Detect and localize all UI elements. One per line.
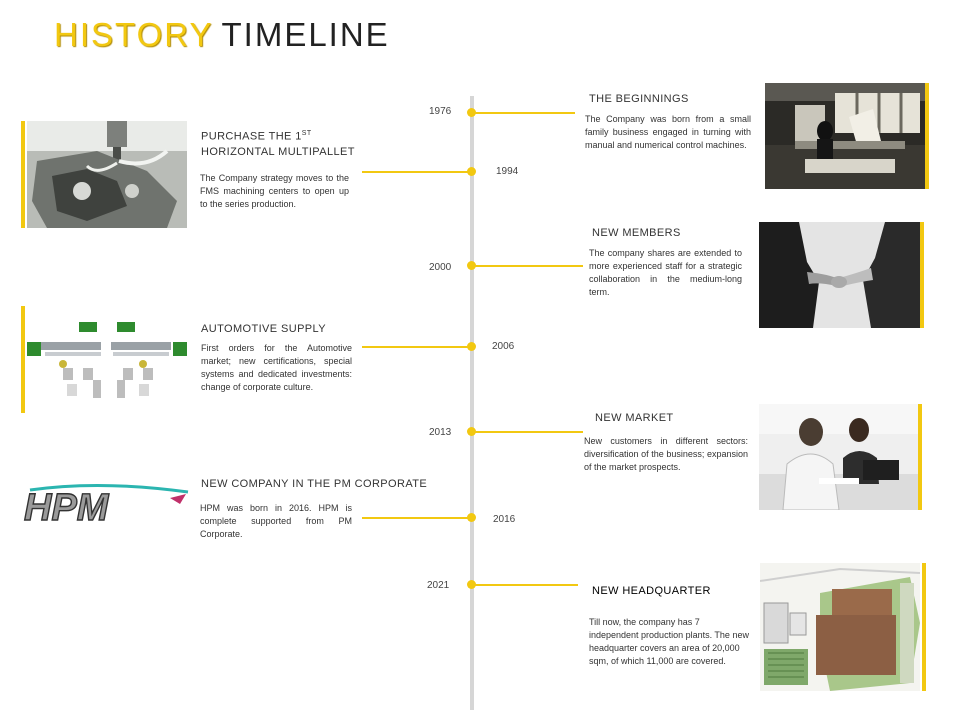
accent-bar-2021 xyxy=(922,563,926,691)
headquarter-plan xyxy=(760,563,920,691)
accent-bar-1994 xyxy=(21,121,25,228)
event-text-2006: First orders for the Automotive market; new certifications, special systems and dedicated investments: change of corporate culture. xyxy=(201,343,352,392)
year-2006: 2006 xyxy=(492,341,515,352)
connector-2021 xyxy=(475,584,578,586)
accent-bar-2013 xyxy=(918,404,922,510)
event-title-2016: NEW COMPANY IN THE PM CORPORATE xyxy=(201,478,428,490)
meeting-photo xyxy=(759,404,918,510)
event-text-1994: The Company strategy moves to the FMS machining centers to open up to the series production. xyxy=(200,173,349,209)
event-title-2000: NEW MEMBERS xyxy=(592,227,681,239)
machining-photo xyxy=(27,121,187,228)
plant-layout-diagram xyxy=(27,318,189,404)
year-1994: 1994 xyxy=(496,166,519,177)
hpm-logo xyxy=(20,482,190,528)
timeline-dot-2006 xyxy=(467,342,476,351)
event-title-2006: AUTOMOTIVE SUPPLY xyxy=(201,323,326,335)
event-title-1994-sup: ST xyxy=(301,130,312,137)
year-2016: 2016 xyxy=(493,514,516,525)
event-text-2000: The company shares are extended to more experienced staff for a strategic collaboration in the medium-long term. xyxy=(589,248,742,297)
timeline-axis xyxy=(470,96,474,710)
event-text-2021: Till now, the company has 7 independent production plants. The new headquarter covers an area of 20,000 sqm, of which 11,000 are covered. xyxy=(589,617,749,666)
timeline-dot-1994 xyxy=(467,167,476,176)
event-text-2013: New customers in different sectors: diversification of the business; expansion of the market prospects. xyxy=(584,436,748,472)
event-title-2021: NEW HEADQUARTER xyxy=(592,585,711,597)
accent-bar-1976 xyxy=(925,83,929,189)
event-text-2016: HPM was born in 2016. HPM is complete supported from PM Corporate. xyxy=(200,503,352,539)
hpm-logo-text: HPM xyxy=(24,487,109,528)
timeline-dot-2016 xyxy=(467,513,476,522)
title-rest: TIMELINE xyxy=(221,16,390,53)
year-2000: 2000 xyxy=(429,262,452,273)
year-2013: 2013 xyxy=(429,427,452,438)
year-1976: 1976 xyxy=(429,106,452,117)
connector-2006 xyxy=(362,346,470,348)
accent-bar-2006 xyxy=(21,306,25,413)
connector-2013 xyxy=(475,431,583,433)
page-title xyxy=(54,16,390,54)
connector-2000 xyxy=(475,265,583,267)
handshake-photo xyxy=(759,222,920,328)
connector-1994 xyxy=(362,171,470,173)
accent-bar-2000 xyxy=(920,222,924,328)
event-title-1994-line2: HORIZONTAL MULTIPALLET xyxy=(201,145,355,158)
event-text-1976: The Company was born from a small family business engaged in turning with manual and numerical control machines. xyxy=(585,114,751,150)
event-title-1976: THE BEGINNINGS xyxy=(589,93,689,105)
year-2021: 2021 xyxy=(427,580,450,591)
event-title-2013: NEW MARKET xyxy=(595,412,674,424)
event-title-1994 xyxy=(201,126,355,160)
office-photo xyxy=(765,83,925,189)
title-highlight: HISTORY xyxy=(54,16,214,53)
connector-1976 xyxy=(475,112,575,114)
event-title-1994-main: PURCHASE THE 1 xyxy=(201,130,302,143)
connector-2016 xyxy=(362,517,470,519)
